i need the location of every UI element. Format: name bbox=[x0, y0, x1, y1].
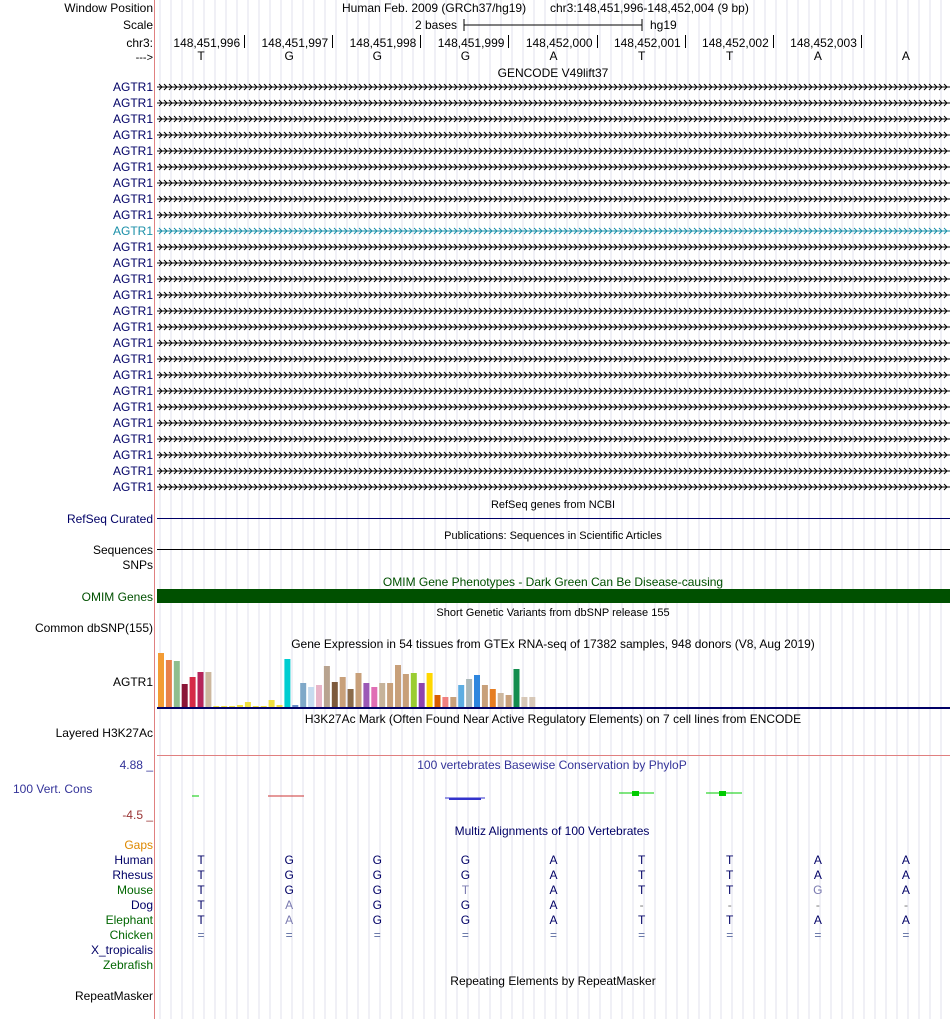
transcript-intron-line[interactable] bbox=[157, 467, 950, 475]
transcript-label[interactable]: AGTR1 bbox=[112, 464, 153, 478]
gtex-tissue-bar[interactable] bbox=[450, 697, 456, 707]
alignment-base: A bbox=[901, 883, 910, 897]
ruler-tick bbox=[861, 35, 862, 48]
transcript-label[interactable]: AGTR1 bbox=[112, 480, 153, 494]
alignment-base: T bbox=[637, 913, 646, 927]
gtex-tissue-bar[interactable] bbox=[356, 673, 362, 707]
ruler-tick-label: 148,451,997 bbox=[261, 36, 329, 50]
window-position-label: Window Position bbox=[64, 1, 153, 15]
ruler-tick bbox=[420, 35, 421, 48]
gtex-tissue-bar[interactable] bbox=[435, 695, 441, 707]
transcript-label[interactable]: AGTR1 bbox=[112, 320, 153, 334]
gtex-tissue-bar[interactable] bbox=[174, 661, 180, 707]
gtex-tissue-bar[interactable] bbox=[521, 697, 527, 707]
scale-bar bbox=[462, 18, 644, 32]
sidebar-divider bbox=[154, 0, 155, 1019]
alignment-base: T bbox=[637, 883, 646, 897]
gtex-tissue-bar[interactable] bbox=[237, 705, 243, 707]
refseq-gene-line[interactable] bbox=[157, 518, 950, 519]
alignment-base: = bbox=[726, 928, 734, 942]
alignment-base: A bbox=[549, 868, 558, 882]
gtex-tissue-bar[interactable] bbox=[308, 687, 314, 707]
alignment-base: = bbox=[373, 928, 381, 942]
gtex-tissue-bar[interactable] bbox=[419, 683, 425, 707]
gtex-tissue-bar[interactable] bbox=[474, 675, 480, 707]
h3k27ac-baseline bbox=[157, 755, 950, 756]
alignment-base: G bbox=[372, 868, 382, 882]
gtex-tissue-bar[interactable] bbox=[158, 653, 164, 707]
transcript-label[interactable]: AGTR1 bbox=[112, 144, 153, 158]
gtex-tissue-bar[interactable] bbox=[316, 685, 322, 707]
refseq-track-title: RefSeq genes from NCBI bbox=[490, 499, 616, 511]
gtex-tissue-bar[interactable] bbox=[213, 706, 219, 707]
gtex-tissue-bar[interactable] bbox=[277, 705, 283, 707]
phylop-max-label: 4.88 _ bbox=[119, 758, 153, 772]
alignment-base: = bbox=[902, 928, 910, 942]
alignment-base: = bbox=[461, 928, 469, 942]
transcript-label[interactable]: AGTR1 bbox=[112, 336, 153, 350]
gtex-tissue-bar[interactable] bbox=[379, 683, 385, 707]
transcript-label[interactable]: AGTR1 bbox=[112, 176, 153, 190]
transcript-label[interactable]: AGTR1 bbox=[112, 368, 153, 382]
species-label[interactable]: Human bbox=[114, 853, 153, 867]
dna-base: T bbox=[197, 49, 205, 63]
transcript-intron-line[interactable] bbox=[157, 115, 950, 123]
transcript-label[interactable]: AGTR1 bbox=[112, 96, 153, 110]
strand-label: ---> bbox=[135, 52, 153, 64]
dna-base: A bbox=[901, 49, 910, 63]
transcript-intron-line[interactable] bbox=[157, 131, 950, 139]
ruler-tick bbox=[244, 35, 245, 48]
alignment-base: = bbox=[638, 928, 646, 942]
gtex-tissue-bar[interactable] bbox=[371, 687, 377, 707]
transcript-intron-line[interactable] bbox=[157, 435, 950, 443]
gtex-expression-bars[interactable] bbox=[157, 651, 950, 710]
dbsnp-track-title: Short Genetic Variants from dbSNP release 155 bbox=[436, 607, 670, 619]
scale-label: Scale bbox=[122, 18, 153, 32]
gtex-tissue-bar[interactable] bbox=[332, 682, 338, 707]
gtex-tissue-bar[interactable] bbox=[198, 672, 204, 707]
ruler-tick-label: 148,451,999 bbox=[437, 36, 505, 50]
transcript-label[interactable]: AGTR1 bbox=[112, 400, 153, 414]
gtex-tissue-bar[interactable] bbox=[466, 679, 472, 707]
transcript-intron-line[interactable] bbox=[157, 195, 950, 203]
alignment-base: T bbox=[726, 853, 734, 867]
transcript-label[interactable]: AGTR1 bbox=[112, 432, 153, 446]
dna-base: A bbox=[549, 49, 558, 63]
phylop-conservation-plot[interactable] bbox=[157, 788, 950, 804]
gtex-tissue-bar[interactable] bbox=[340, 677, 346, 707]
gtex-tissue-bar[interactable] bbox=[261, 706, 267, 707]
alignment-base: T bbox=[197, 853, 205, 867]
alignment-base: T bbox=[637, 868, 646, 882]
pubs-track-title: Publications: Sequences in Scientific Articles bbox=[444, 530, 662, 542]
alignment-base: - bbox=[903, 898, 908, 912]
transcript-label[interactable]: AGTR1 bbox=[112, 112, 153, 126]
gtex-tissue-bar[interactable] bbox=[182, 684, 188, 707]
scale-db-label: hg19 bbox=[650, 18, 677, 32]
transcript-intron-line[interactable] bbox=[157, 147, 950, 155]
transcript-intron-line[interactable] bbox=[157, 275, 950, 283]
transcript-label[interactable]: AGTR1 bbox=[112, 352, 153, 366]
alignment-base: = bbox=[549, 928, 558, 942]
dna-base: A bbox=[813, 49, 822, 63]
gtex-tissue-bar[interactable] bbox=[442, 697, 448, 707]
transcript-label[interactable]: AGTR1 bbox=[112, 160, 153, 174]
repeatmasker-track-title: Repeating Elements by RepeatMasker bbox=[450, 974, 656, 988]
ruler-tick-label: 148,451,996 bbox=[173, 36, 241, 50]
alignment-base: G bbox=[460, 898, 471, 912]
alignment-base: A bbox=[813, 868, 822, 882]
alignment-base: G bbox=[284, 868, 294, 882]
alignment-base: T bbox=[197, 868, 205, 882]
alignment-base: A bbox=[549, 883, 558, 897]
transcript-label[interactable]: AGTR1 bbox=[112, 448, 153, 462]
alignment-base: A bbox=[813, 913, 822, 927]
refseq-track-label[interactable]: RefSeq Curated bbox=[66, 512, 153, 526]
dna-base: G bbox=[460, 49, 471, 63]
transcript-label[interactable]: AGTR1 bbox=[112, 208, 153, 222]
alignment-base: A bbox=[901, 868, 910, 882]
ruler-tick-label: 148,452,002 bbox=[702, 36, 769, 50]
alignment-base: - bbox=[639, 898, 644, 912]
alignment-base: A bbox=[901, 853, 910, 867]
h3k27ac-track-title: H3K27Ac Mark (Often Found Near Active Regulatory Elements) on 7 cell lines from ENCODE bbox=[304, 712, 802, 726]
gtex-tissue-bar[interactable] bbox=[229, 706, 235, 707]
alignment-base: G bbox=[460, 913, 471, 927]
alignment-base: G bbox=[372, 913, 382, 927]
phylop-min-label: -4.5 _ bbox=[122, 808, 153, 822]
ruler-tick-label: 148,452,001 bbox=[613, 36, 681, 50]
species-label[interactable]: Elephant bbox=[105, 913, 153, 927]
ruler-tick bbox=[773, 35, 774, 48]
transcript-intron-line[interactable] bbox=[157, 243, 950, 251]
dbsnp-track-label[interactable]: Common dbSNP(155) bbox=[34, 621, 153, 635]
transcript-label[interactable]: AGTR1 bbox=[112, 80, 153, 94]
transcript-intron-line[interactable] bbox=[157, 451, 950, 459]
transcript-intron-line[interactable] bbox=[157, 403, 950, 411]
transcript-intron-line[interactable] bbox=[157, 259, 950, 267]
gtex-track-title: Gene Expression in 54 tissues from GTEx RNA-seq of 17382 samples, 948 donors (V8, Aug 2019) bbox=[291, 637, 815, 651]
gtex-tissue-bar[interactable] bbox=[395, 665, 401, 707]
ruler-tick-label: 148,451,998 bbox=[349, 36, 417, 50]
omim-feature-bar[interactable] bbox=[157, 589, 950, 603]
transcript-intron-line[interactable] bbox=[157, 355, 950, 363]
alignment-base: T bbox=[726, 913, 734, 927]
gtex-tissue-bar[interactable] bbox=[324, 666, 330, 707]
alignment-base: G bbox=[284, 883, 294, 897]
ruler-tick bbox=[332, 35, 333, 48]
position-label: chr3:148,451,996-148,452,004 (9 bp) bbox=[550, 1, 749, 15]
transcript-intron-line[interactable] bbox=[157, 179, 950, 187]
transcript-intron-line[interactable] bbox=[157, 307, 950, 315]
ruler-tick bbox=[597, 35, 598, 48]
transcript-label[interactable]: AGTR1 bbox=[112, 256, 153, 270]
transcript-label[interactable]: AGTR1 bbox=[112, 288, 153, 302]
alignment-base: G bbox=[460, 853, 471, 867]
gtex-tissue-bar[interactable] bbox=[363, 683, 369, 707]
transcript-intron-line[interactable] bbox=[157, 483, 950, 491]
omim-track-title: OMIM Gene Phenotypes - Dark Green Can Be Disease-causing bbox=[382, 575, 724, 589]
gtex-tissue-bar[interactable] bbox=[514, 669, 520, 707]
multiz-track-title: Multiz Alignments of 100 Vertebrates bbox=[454, 824, 650, 838]
transcript-intron-line[interactable] bbox=[157, 99, 950, 107]
gtex-tissue-bar[interactable] bbox=[403, 674, 409, 707]
alignment-base: A bbox=[813, 853, 822, 867]
transcript-intron-line[interactable] bbox=[157, 227, 950, 235]
gtex-tissue-bar[interactable] bbox=[458, 685, 464, 707]
transcript-label[interactable]: AGTR1 bbox=[112, 272, 153, 286]
species-label[interactable]: X_tropicalis bbox=[90, 943, 153, 957]
pubs-track-label[interactable]: Sequences bbox=[92, 543, 153, 557]
gtex-tissue-bar[interactable] bbox=[482, 685, 488, 707]
pubs-feature-line[interactable] bbox=[157, 549, 950, 550]
transcript-label[interactable]: AGTR1 bbox=[112, 416, 153, 430]
gtex-tissue-bar[interactable] bbox=[205, 672, 211, 707]
phylop-track-label[interactable]: 100 Vert. Cons bbox=[13, 782, 93, 796]
omim-track-label[interactable]: OMIM Genes bbox=[81, 590, 153, 604]
alignment-base: G bbox=[460, 868, 471, 882]
alignment-base: G bbox=[284, 853, 294, 867]
ruler-tick-label: 148,452,003 bbox=[790, 36, 857, 50]
gencode-track-title: GENCODE V49lift37 bbox=[497, 66, 609, 80]
species-label[interactable]: Zebrafish bbox=[102, 958, 153, 972]
snps-track-label[interactable]: SNPs bbox=[122, 558, 153, 572]
alignment-base: A bbox=[549, 898, 558, 912]
ruler-tick-label: 148,452,000 bbox=[525, 36, 593, 50]
alignment-base: G bbox=[372, 898, 382, 912]
dna-base: G bbox=[284, 49, 294, 63]
alignment-base: - bbox=[815, 898, 820, 912]
gtex-tissue-bar[interactable] bbox=[490, 689, 496, 707]
alignment-base: T bbox=[726, 883, 734, 897]
transcript-label[interactable]: AGTR1 bbox=[112, 192, 153, 206]
transcript-intron-line[interactable] bbox=[157, 323, 950, 331]
gtex-tissue-bar[interactable] bbox=[387, 683, 393, 707]
alignment-base: G bbox=[813, 883, 823, 897]
alignment-base: T bbox=[461, 883, 470, 897]
scale-bar-text: 2 bases bbox=[415, 18, 458, 32]
species-label[interactable]: Rhesus bbox=[112, 868, 153, 882]
gtex-tissue-bar[interactable] bbox=[221, 706, 227, 707]
gtex-tissue-bar[interactable] bbox=[284, 659, 290, 707]
alignment-base: = bbox=[285, 928, 293, 942]
gtex-tissue-bar[interactable] bbox=[411, 673, 417, 707]
assembly-label: Human Feb. 2009 (GRCh37/hg19) bbox=[342, 1, 527, 15]
transcript-intron-line[interactable] bbox=[157, 163, 950, 171]
repeatmasker-track-label[interactable]: RepeatMasker bbox=[74, 989, 153, 1003]
species-label[interactable]: Dog bbox=[130, 898, 153, 912]
transcript-intron-line[interactable] bbox=[157, 211, 950, 219]
transcript-label[interactable]: AGTR1 bbox=[112, 384, 153, 398]
ruler-tick bbox=[508, 35, 509, 48]
alignment-base: A bbox=[285, 913, 294, 927]
alignment-base: = bbox=[814, 928, 822, 942]
alignment-base: A bbox=[549, 913, 558, 927]
gtex-tissue-bar[interactable] bbox=[506, 695, 512, 707]
alignment-base: G bbox=[372, 883, 382, 897]
gtex-tissue-bar[interactable] bbox=[253, 706, 259, 707]
alignment-base: = bbox=[197, 928, 205, 942]
dna-base: T bbox=[726, 49, 734, 63]
transcript-intron-line[interactable] bbox=[157, 419, 950, 427]
gtex-tissue-bar[interactable] bbox=[529, 697, 535, 707]
alignment-base: A bbox=[549, 853, 558, 867]
alignment-base: T bbox=[637, 853, 646, 867]
gtex-tissue-bar[interactable] bbox=[245, 702, 251, 707]
species-label[interactable]: Chicken bbox=[109, 928, 153, 942]
dna-base: T bbox=[637, 49, 646, 63]
gtex-tissue-bar[interactable] bbox=[427, 673, 433, 707]
transcript-label[interactable]: AGTR1 bbox=[112, 240, 153, 254]
phylop-track-title: 100 vertebrates Basewise Conservation by PhyloP bbox=[417, 758, 687, 772]
transcript-label[interactable]: AGTR1 bbox=[112, 224, 153, 238]
alignment-base: T bbox=[197, 898, 205, 912]
alignment-base: T bbox=[197, 913, 205, 927]
gaps-label[interactable]: Gaps bbox=[124, 838, 153, 852]
gtex-tissue-bar[interactable] bbox=[190, 677, 196, 707]
alignment-base: T bbox=[197, 883, 205, 897]
transcript-intron-line[interactable] bbox=[157, 371, 950, 379]
transcript-intron-line[interactable] bbox=[157, 339, 950, 347]
gtex-tissue-bar[interactable] bbox=[292, 705, 298, 707]
gtex-tissue-bar[interactable] bbox=[300, 683, 306, 707]
alignment-base: A bbox=[285, 898, 294, 912]
gtex-tissue-bar[interactable] bbox=[269, 700, 275, 707]
species-label[interactable]: Mouse bbox=[116, 883, 153, 897]
chrom-label: chr3: bbox=[126, 36, 153, 50]
alignment-base: G bbox=[372, 853, 382, 867]
dna-base: G bbox=[372, 49, 382, 63]
gtex-tissue-bar[interactable] bbox=[166, 660, 172, 707]
transcript-label[interactable]: AGTR1 bbox=[112, 128, 153, 142]
gtex-tissue-bar[interactable] bbox=[348, 689, 354, 707]
alignment-base: A bbox=[901, 913, 910, 927]
alignment-base: T bbox=[726, 868, 734, 882]
transcript-intron-line[interactable] bbox=[157, 291, 950, 299]
transcript-label[interactable]: AGTR1 bbox=[112, 304, 153, 318]
gtex-track-label[interactable]: AGTR1 bbox=[112, 675, 153, 689]
transcript-intron-line[interactable] bbox=[157, 387, 950, 395]
ruler-tick bbox=[685, 35, 686, 48]
gtex-tissue-bar[interactable] bbox=[498, 693, 504, 707]
h3k27ac-track-label[interactable]: Layered H3K27Ac bbox=[55, 726, 153, 740]
transcript-intron-line[interactable] bbox=[157, 83, 950, 91]
alignment-base: - bbox=[727, 898, 732, 912]
